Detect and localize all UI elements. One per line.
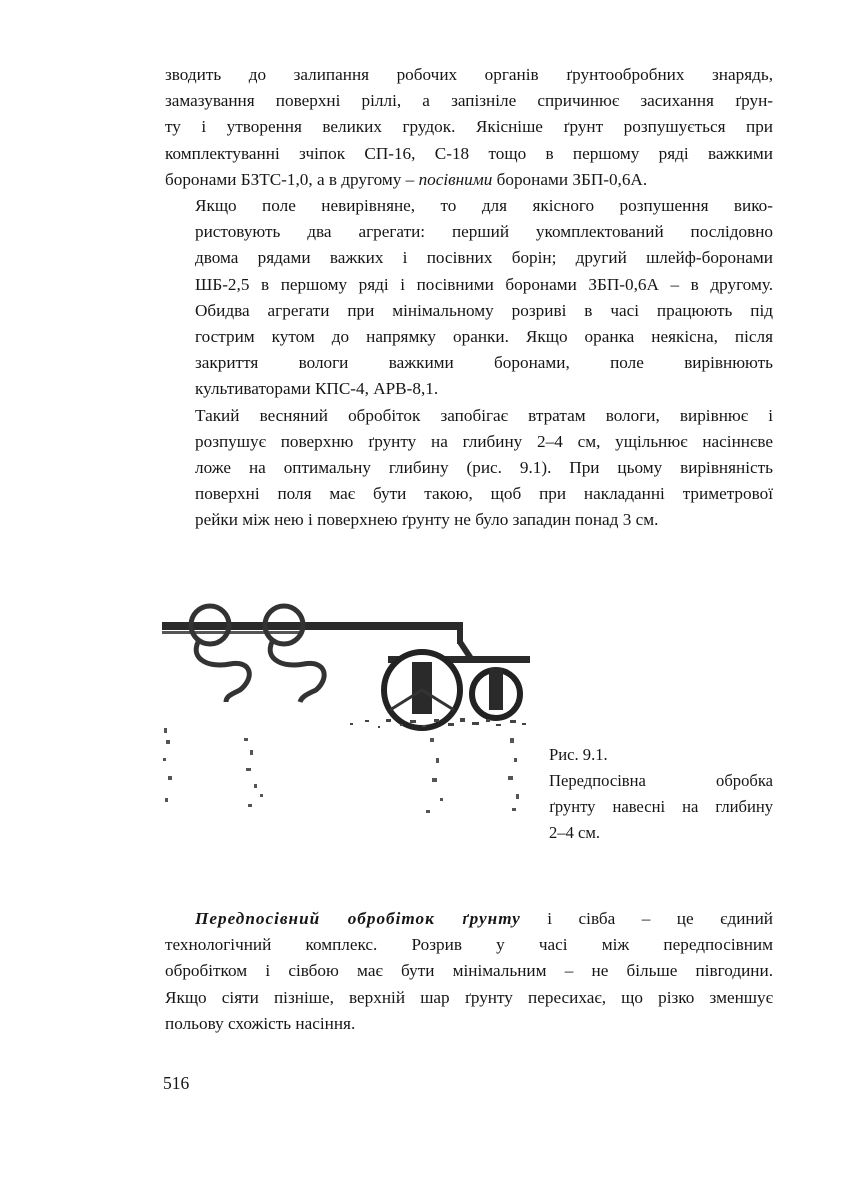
text-line: рейки між нею і поверхнею ґрунту не було западин понад 3 см.	[195, 510, 659, 530]
caption-line: 2–4 см.	[549, 823, 601, 842]
large-roller	[384, 652, 460, 728]
spring-tine-1	[191, 606, 249, 702]
caption-line: Передпосівна обробка	[549, 771, 773, 790]
text-line: ристовують два агрегати: перший укомплектований послідовно	[195, 222, 773, 242]
harrow-illustration	[160, 598, 532, 828]
caption-line: ґрунту навесні на глибину	[549, 797, 773, 816]
text-line: розпушує поверхню ґрунту на глибину 2–4 см, ущільнює насіннєве	[195, 431, 773, 451]
text-line: Такий весняний обробіток запобігає втратам вологи, вирівнює і	[195, 405, 773, 425]
paragraph-1	[165, 62, 773, 193]
figure-caption	[549, 742, 773, 846]
text-line: Якщо поле невирівняне, то для якісного розпушення вико-	[195, 196, 773, 216]
text-block-top	[165, 62, 773, 534]
page-number: 516	[163, 1073, 190, 1093]
text-line: обробітком і сівбою має бути мінімальним – не більше півгодини.	[165, 961, 773, 981]
paragraph-4	[165, 906, 773, 1037]
text-line	[165, 906, 773, 932]
frame-bar	[162, 622, 457, 630]
text-line: ШБ-2,5 в першому ряді і посівними боронами ЗБП-0,6А – в другому.	[195, 274, 773, 294]
italic-word: посівними	[418, 169, 493, 189]
text-line: Якщо сіяти пізніше, верхній шар ґрунту пересихає, що різко зменшує	[165, 987, 773, 1007]
text-line: зводить до залипання робочих органів ґрунтообробних знарядь,	[165, 65, 773, 84]
text-line	[165, 167, 773, 193]
text-line: технологічний комплекс. Розрив у часі між передпосівним	[165, 935, 773, 955]
small-roller	[472, 668, 520, 718]
paragraph-2	[165, 193, 773, 403]
text-block-bottom	[165, 906, 773, 1037]
soil-clods	[163, 728, 519, 813]
text-line: ложе на оптимальну глибину (рис. 9.1). При цьому вирівняність	[195, 458, 773, 478]
paragraph-3	[165, 403, 773, 534]
text-line: закриття вологи важкими боронами, поле вирівнюють	[195, 353, 773, 373]
text-line: двома рядами важких і посівних борін; другий шлейф-боронами	[195, 248, 773, 268]
text-line: гострим кутом до напрямку оранки. Якщо оранка неякісна, після	[195, 327, 773, 347]
text-line: комплектуванні зчіпок СП-16, С-18 тощо в першому ряді важкими	[165, 143, 773, 163]
text-line: польову схожість насіння.	[165, 1013, 356, 1033]
text-line: ту і утворення великих грудок. Якісніше ґрунт розпушується при	[165, 117, 773, 137]
frame-bar-shadow	[162, 631, 302, 634]
figure-label: Рис. 9.1.	[549, 745, 608, 764]
text-line: культиваторами КПС-4, АРВ-8,1.	[195, 379, 439, 399]
bold-italic-term: Передпосівний обробіток ґрунту	[195, 909, 521, 928]
text-fragment: і сівба – це єдиний	[520, 909, 773, 928]
text-fragment: боронами ЗБП-0,6А.	[492, 169, 648, 189]
text-fragment: боронами БЗТС-1,0, а в другому –	[165, 169, 419, 189]
text-line: Обидва агрегати при мінімальному розриві в часі працюють під	[195, 300, 773, 320]
text-line: замазування поверхні ріллі, а запізніле спричинює засихання ґрун-	[165, 91, 773, 111]
spring-tine-2	[265, 606, 324, 702]
text-line: поверхні поля має бути такою, щоб при накладанні триметрової	[195, 484, 773, 504]
